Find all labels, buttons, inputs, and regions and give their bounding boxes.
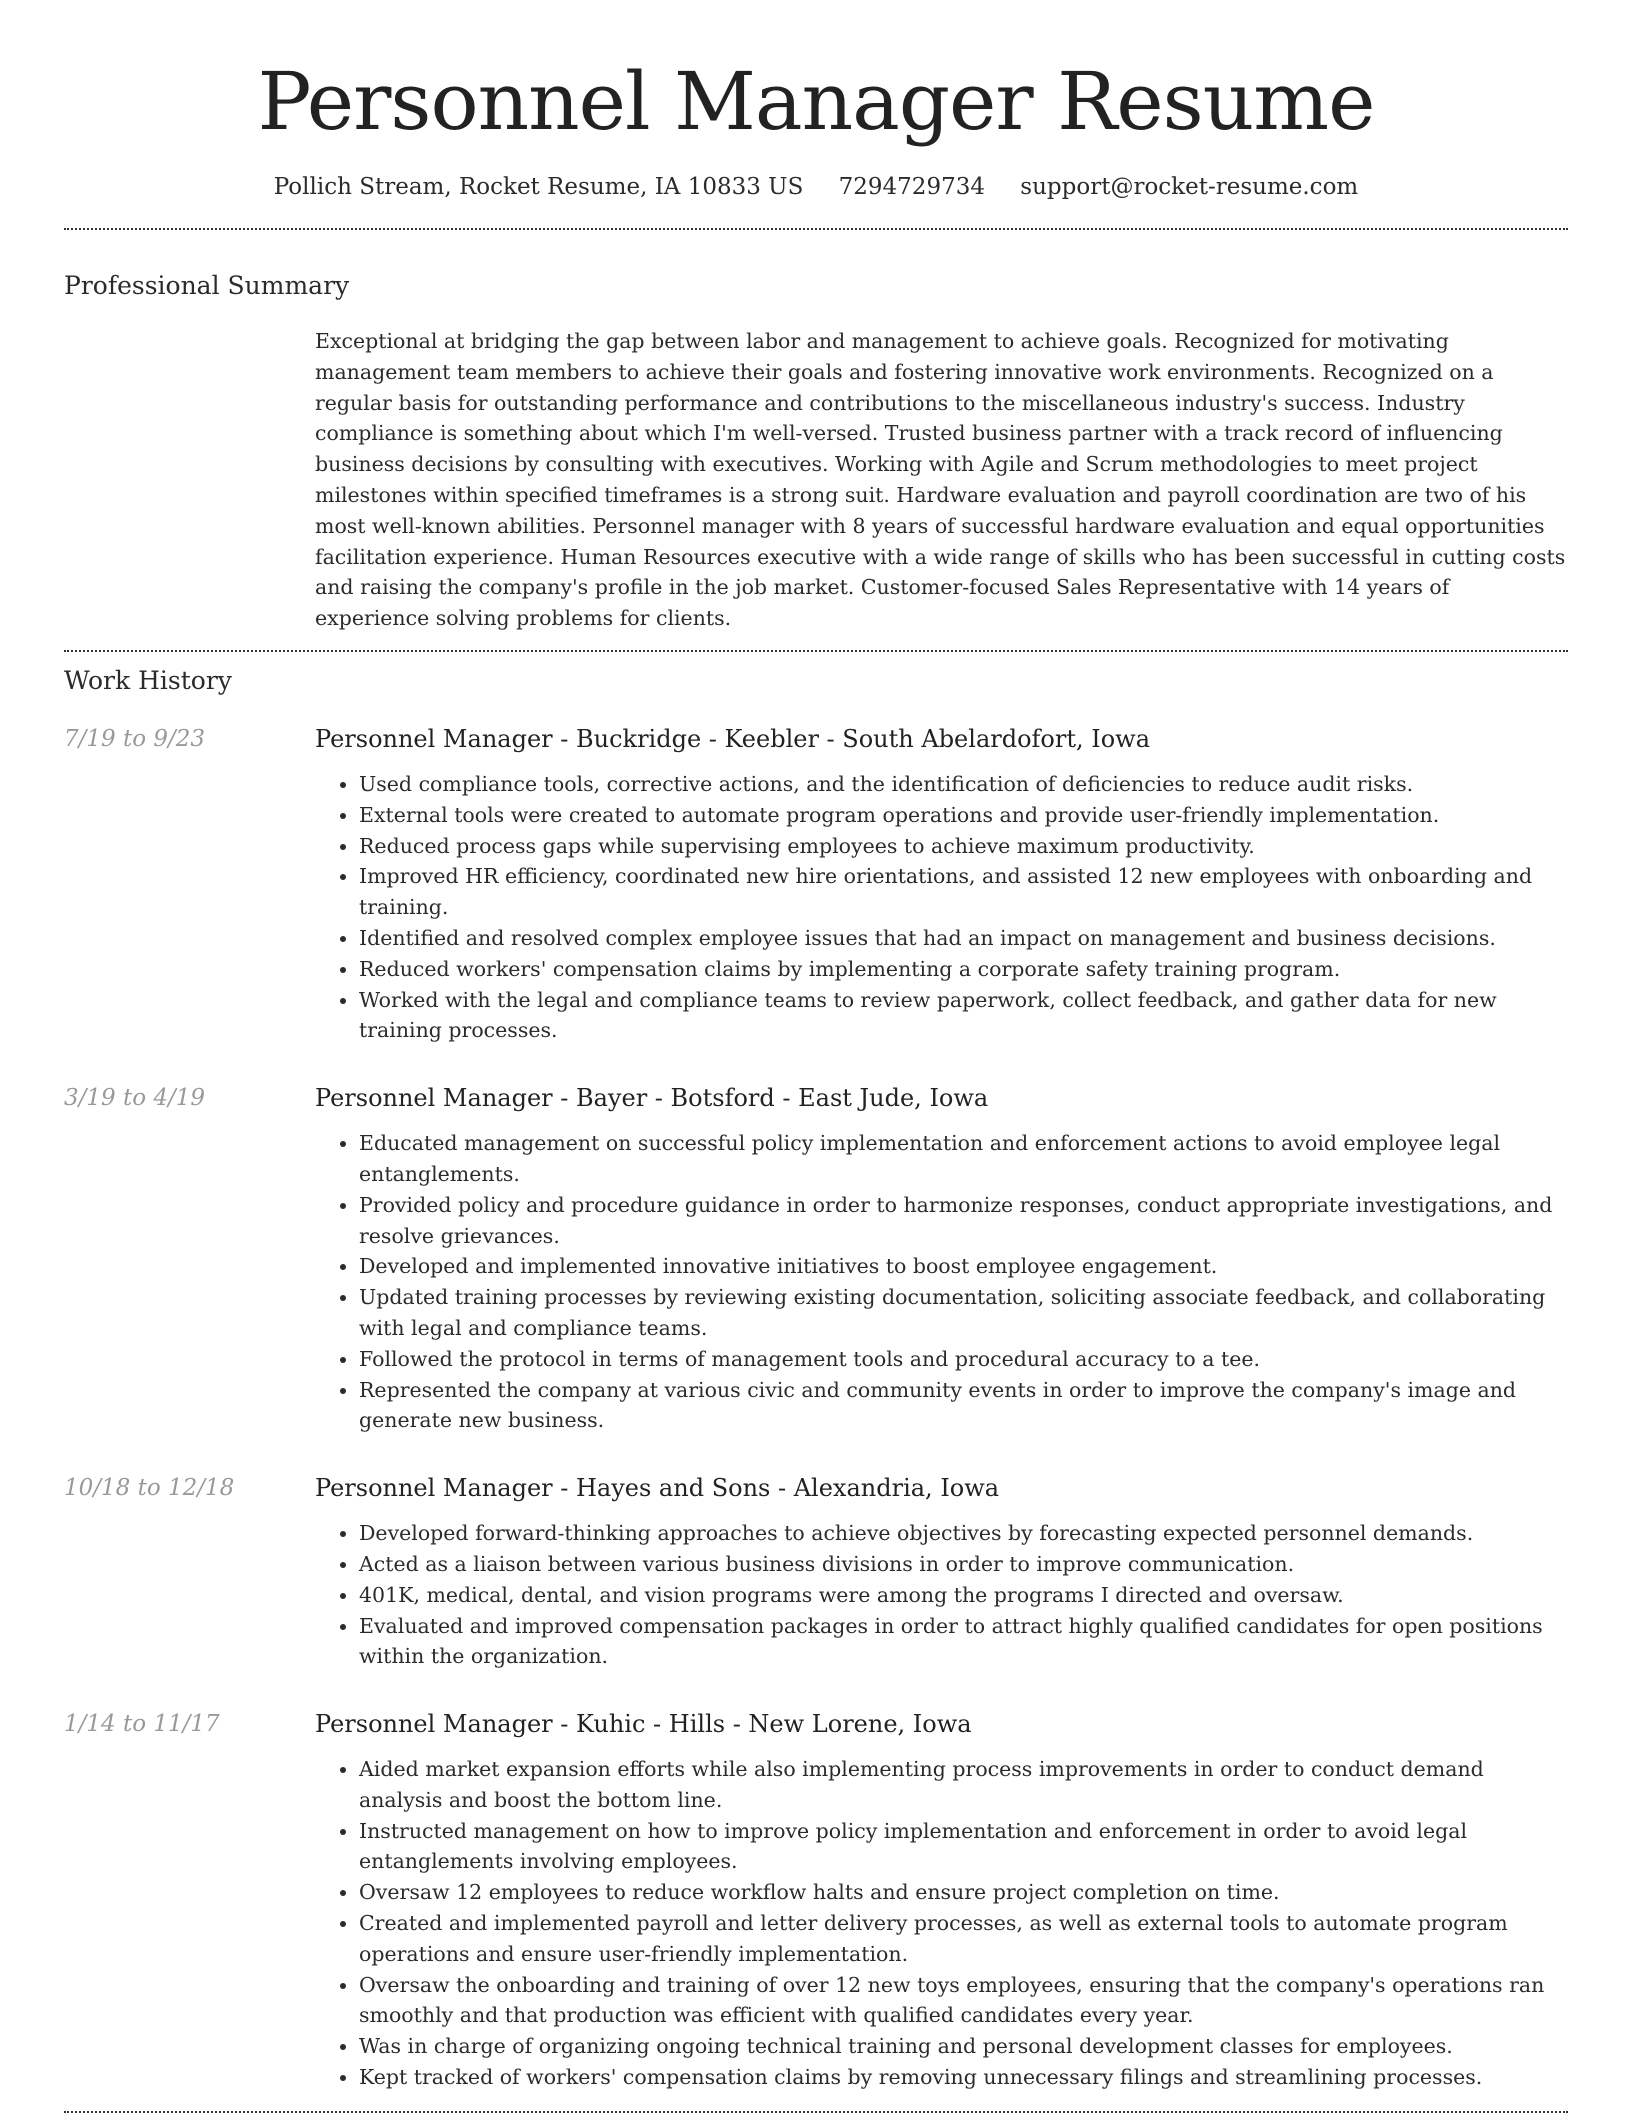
job-bullets xyxy=(315,1128,1568,1436)
list-item: • Instructed management on how to improve policy implementation and enforcement in order to avoid legal entanglements involving employees. xyxy=(359,1816,1568,1878)
job-dates: 7/19 to 9/23 xyxy=(64,725,206,752)
section-divider xyxy=(64,228,1568,230)
list-item: • Was in charge of organizing ongoing technical training and personal development classes for employees. xyxy=(359,2031,1568,2062)
list-item: • Oversaw 12 employees to reduce workflow halts and ensure project completion on time. xyxy=(359,1877,1568,1908)
section-divider xyxy=(64,650,1568,652)
list-item: • 401K, medical, dental, and vision programs were among the programs I directed and oversaw. xyxy=(359,1580,1568,1611)
contact-address: Pollich Stream, Rocket Resume, IA 10833 US xyxy=(273,174,804,200)
summary-heading: Professional Summary xyxy=(64,271,350,300)
list-item: • Provided policy and procedure guidance in order to harmonize responses, conduct appropriate investigations, and resolve grievances. xyxy=(359,1190,1568,1252)
job-entry xyxy=(64,1708,1568,2093)
job-bullets xyxy=(315,1518,1568,1672)
job-title: Personnel Manager - Hayes and Sons - Alexandria, Iowa xyxy=(315,1474,1000,1503)
work-history-heading: Work History xyxy=(64,665,232,695)
list-item: • Developed and implemented innovative initiatives to boost employee engagement. xyxy=(359,1251,1568,1282)
job-body xyxy=(315,1708,1568,2093)
resume-header xyxy=(64,0,1568,202)
list-item: • Followed the protocol in terms of management tools and procedural accuracy to a tee. xyxy=(359,1344,1568,1375)
job-dates: 10/18 to 12/18 xyxy=(64,1475,235,1502)
list-item: • Evaluated and improved compensation packages in order to attract highly qualified candidates for open positions within the organization. xyxy=(359,1611,1568,1673)
job-entry xyxy=(64,1082,1568,1436)
list-item: • Created and implemented payroll and letter delivery processes, as well as external tools to automate program operations and ensure user-friendly implementation. xyxy=(359,1908,1568,1970)
list-item: • Acted as a liaison between various business divisions in order to improve communication. xyxy=(359,1549,1568,1580)
list-item: • Oversaw the onboarding and training of over 12 new toys employees, ensuring that the company's operations ran smoothly and that production was efficient with qualified candidates every year. xyxy=(359,1970,1568,2032)
list-item: • Used compliance tools, corrective actions, and the identification of deficiencies to reduce audit risks. xyxy=(359,769,1568,800)
job-dates: 3/19 to 4/19 xyxy=(64,1085,206,1112)
list-item: • Educated management on successful policy implementation and enforcement actions to avoid employee legal entanglements. xyxy=(359,1128,1568,1190)
list-item: • Aided market expansion efforts while also implementing process improvements in order to conduct demand analysis and boost the bottom line. xyxy=(359,1754,1568,1816)
job-bullets xyxy=(315,769,1568,1046)
job-entry xyxy=(64,723,1568,1046)
job-body xyxy=(315,1472,1568,1672)
contact-line xyxy=(64,172,1568,202)
list-item: • Represented the company at various civic and community events in order to improve the company's image and generate new business. xyxy=(359,1375,1568,1437)
job-title: Personnel Manager - Bayer - Botsford - East Jude, Iowa xyxy=(315,1084,989,1113)
job-bullets xyxy=(315,1754,1568,2093)
list-item: • Identified and resolved complex employee issues that had an impact on management and business decisions. xyxy=(359,923,1568,954)
contact-phone: 7294729734 xyxy=(838,174,985,200)
job-body xyxy=(315,723,1568,1046)
job-entry xyxy=(64,1472,1568,1672)
contact-email: support@rocket-resume.com xyxy=(1020,174,1359,200)
list-item: • Developed forward-thinking approaches to achieve objectives by forecasting expected personnel demands. xyxy=(359,1518,1568,1549)
summary-text: Exceptional at bridging the gap between labor and management to achieve goals. Recognized for motivating management team members to achieve their goals and fostering innovative work environments. Recognized on a regular basis for outstanding performance and contributions to the miscellaneous industry's success. Industry compliance is something about which I'm well-versed. Trusted business partner with a track record of influencing business decisions by consulting with executives. Working with Agile and Scrum methodologies to meet project milestones within specified timeframes is a strong suit. Hardware evaluation and payroll coordination are two of his most well-known abilities. Personnel manager with 8 years of successful hardware evaluation and equal opportunities facilitation experience. Human Resources executive with a wide range of skills who has been successful in cutting costs and raising the company's profile in the job market. Customer-focused Sales Representative with 14 years of experience solving problems for clients. xyxy=(315,329,1566,631)
list-item: • Worked with the legal and compliance teams to review paperwork, collect feedback, and gather data for new training processes. xyxy=(359,985,1568,1047)
job-title: Personnel Manager - Kuhic - Hills - New Lorene, Iowa xyxy=(315,1710,972,1739)
list-item: • Kept tracked of workers' compensation claims by removing unnecessary filings and streamlining processes. xyxy=(359,2062,1568,2093)
job-title: Personnel Manager - Buckridge - Keebler - South Abelardofort, Iowa xyxy=(315,724,1151,753)
list-item: • Reduced process gaps while supervising employees to achieve maximum productivity. xyxy=(359,831,1568,862)
page-title: Personnel Manager Resume xyxy=(257,55,1375,148)
list-item: • Updated training processes by reviewing existing documentation, soliciting associate feedback, and collaborating with legal and compliance teams. xyxy=(359,1282,1568,1344)
list-item: • Improved HR efficiency, coordinated new hire orientations, and assisted 12 new employees with onboarding and training. xyxy=(359,861,1568,923)
list-item: • External tools were created to automate program operations and provide user-friendly implementation. xyxy=(359,800,1568,831)
job-dates: 1/14 to 11/17 xyxy=(64,1711,220,1738)
list-item: • Reduced workers' compensation claims by implementing a corporate safety training program. xyxy=(359,954,1568,985)
job-body xyxy=(315,1082,1568,1436)
